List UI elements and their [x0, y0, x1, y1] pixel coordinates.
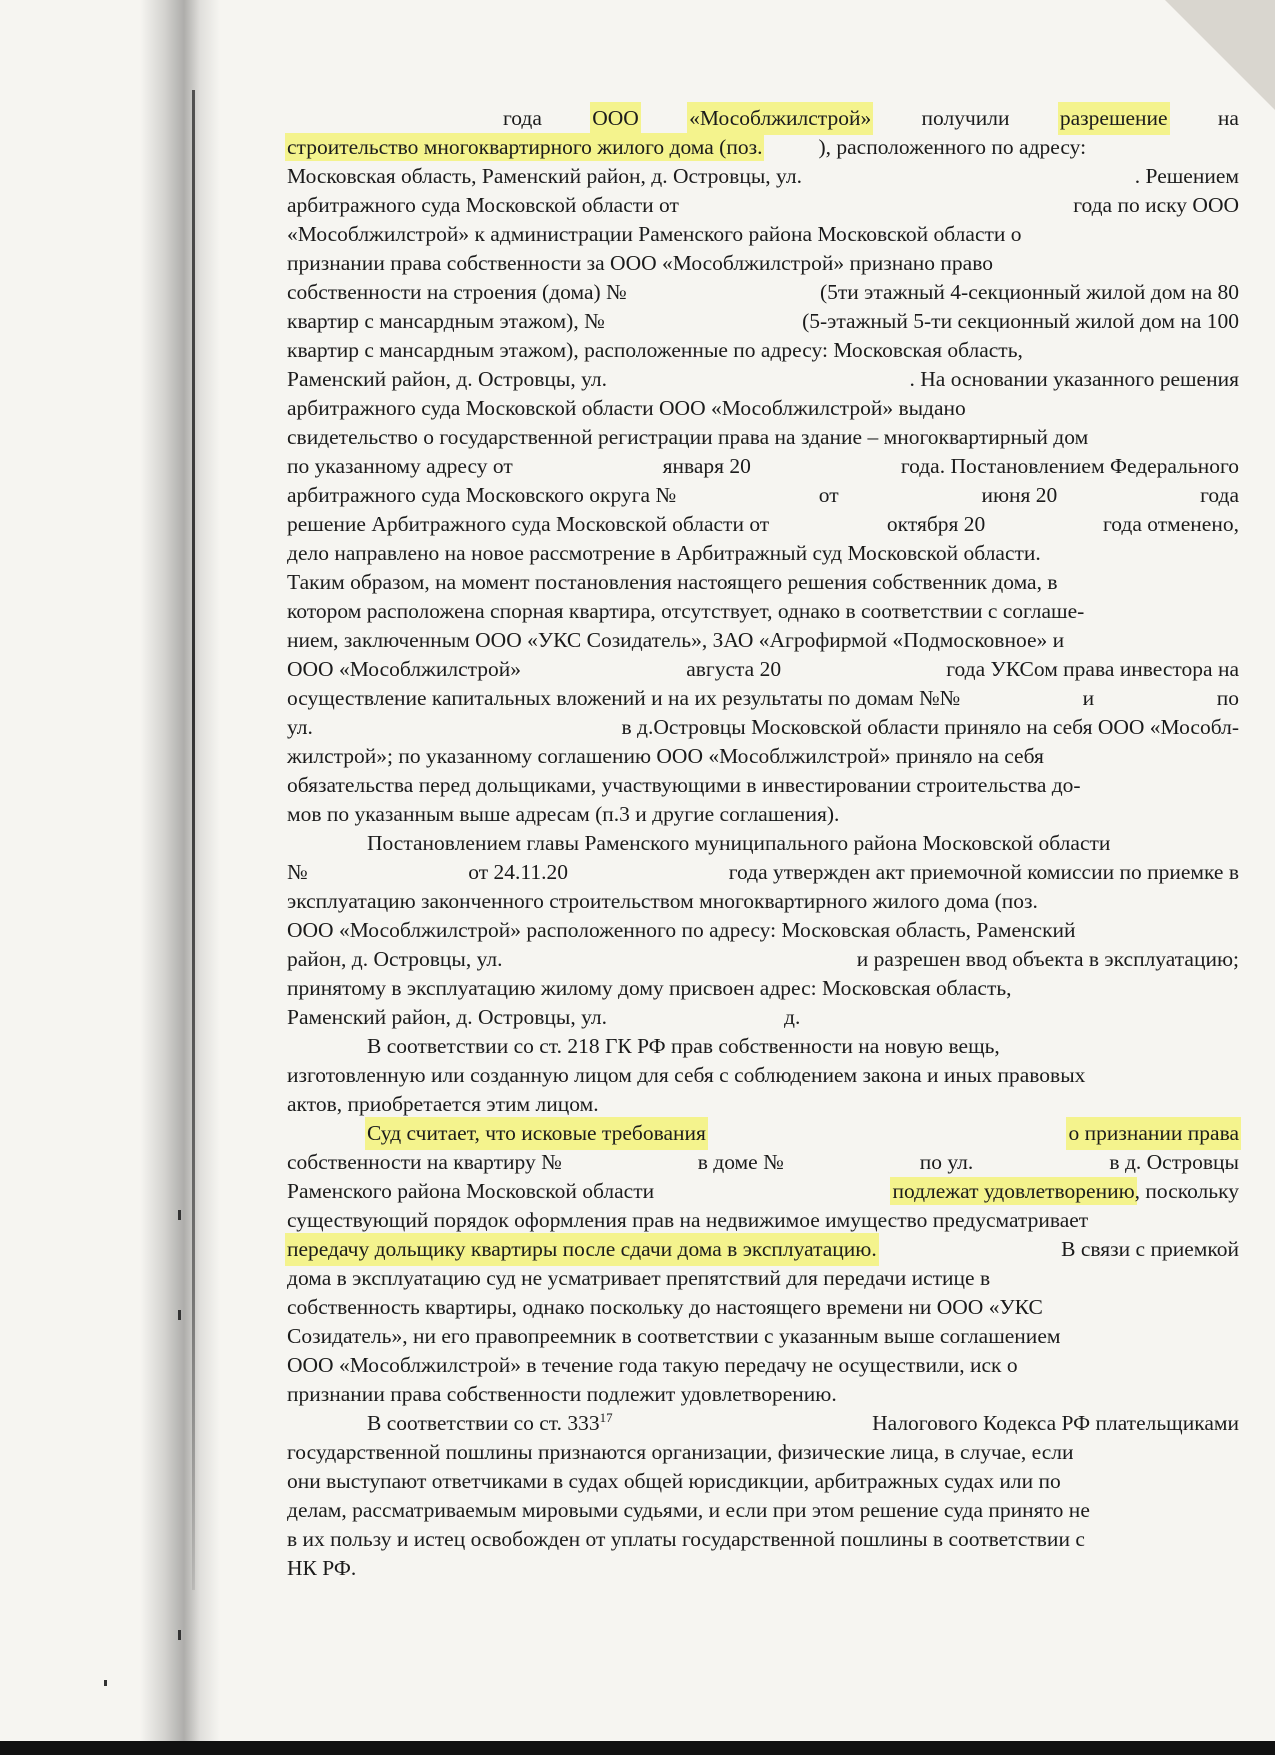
- text-segment: января 20: [662, 454, 751, 478]
- page-fold-line: [192, 90, 195, 1590]
- text-segment: существующий порядок оформления прав на недвижимое имущество предусматривает: [287, 1208, 1089, 1232]
- text-segment: обязательства перед дольщиками, участвующими в инвестировании строительства до-: [287, 773, 1081, 797]
- text-segment: ул.: [287, 715, 313, 739]
- text-segment: «Мособлжилстрой» к администрации Раменского района Московской области о: [287, 222, 1022, 246]
- document-body: [287, 104, 1239, 1583]
- scan-shadow: [140, 0, 220, 1755]
- text-segment: Постановлением главы Раменского муниципального района Московской области: [367, 831, 1111, 855]
- text-segment: Созидатель», ни его правопреемник в соответствии с указанным выше соглашением: [287, 1324, 1061, 1348]
- text-segment: В связи с приемкой: [1061, 1237, 1239, 1261]
- scan-bottom-edge: [0, 1741, 1275, 1755]
- text-segment: решение Арбитражного суда Московской области от: [287, 512, 770, 536]
- highlighted-text: разрешение: [1060, 104, 1168, 133]
- paragraph-2-line-2: [287, 858, 1239, 887]
- paragraph-5-line-5: [287, 1525, 1239, 1554]
- text-segment: они выступают ответчиками в судах общей юрисдикции, арбитражных судах или по: [287, 1469, 1061, 1493]
- paragraph-5-line-4: [287, 1496, 1239, 1525]
- text-segment: нием, заключенным ООО «УКС Созидатель», ЗАО «Агрофирмой «Подмосковное» и: [287, 628, 1065, 652]
- scan-speck: [178, 1630, 181, 1640]
- text-segment: ООО «Мособлжилстрой» в течение года такую передачу не осуществили, иск о: [287, 1353, 1018, 1377]
- paragraph-4-line-1: [287, 1119, 1239, 1148]
- paragraph-1-line-11: [287, 394, 1239, 423]
- text-segment: по: [1216, 686, 1239, 710]
- text-segment: года УКСом права инвестора на: [946, 657, 1239, 681]
- highlighted-text: «Мособлжилстрой»: [689, 104, 871, 133]
- paragraph-2-line-6: [287, 974, 1239, 1003]
- text-segment: признании права собственности за ООО «Мособлжилстрой» признано право: [287, 251, 993, 275]
- paragraph-4-line-4: [287, 1206, 1239, 1235]
- text-segment: мов по указанным выше адресам (п.3 и другие соглашения).: [287, 802, 840, 826]
- text-segment: котором расположена спорная квартира, отсутствует, однако в соответствии с соглаше-: [287, 599, 1085, 623]
- text-segment: октября 20: [886, 512, 986, 536]
- text-segment: свидетельство о государственной регистрации права на здание – многоквартирный дом: [287, 425, 1089, 449]
- paragraph-1-line-6: [287, 249, 1239, 278]
- superscript: 17: [599, 1409, 613, 1425]
- paragraph-2-line-1: [287, 829, 1239, 858]
- highlighted-text: передачу дольщику квартиры после сдачи дома в эксплуатацию.: [287, 1235, 877, 1264]
- text-segment: дома в эксплуатацию суд не усматривает препятствий для передачи истице в: [287, 1266, 991, 1290]
- paragraph-4-line-8: [287, 1322, 1239, 1351]
- paragraph-1-line-12: [287, 423, 1239, 452]
- text-segment: года утвержден акт приемочной комиссии по приемке в: [728, 860, 1239, 884]
- paragraph-1-line-13: [287, 452, 1239, 481]
- text-segment: Раменский район, д. Островцы, ул.: [287, 367, 608, 391]
- paragraph-1-line-7: [287, 278, 1239, 307]
- text-segment: от 24.11.20: [468, 860, 568, 884]
- text-segment: ООО «Мособлжилстрой»: [287, 657, 522, 681]
- scan-speck: [104, 1680, 107, 1686]
- paragraph-2-line-7: [287, 1003, 1239, 1032]
- text-segment: Таким образом, на момент постановления настоящего решения собственник дома, в: [287, 570, 1058, 594]
- scan-speck: [178, 1210, 181, 1220]
- paragraph-1-line-25: [287, 800, 1239, 829]
- text-segment: Раменского района Московской области: [287, 1179, 655, 1203]
- text-segment: НК РФ.: [287, 1556, 357, 1580]
- paragraph-1-line-23: [287, 742, 1239, 771]
- text-word: года: [503, 106, 542, 130]
- text-segment: . Решением: [1134, 164, 1239, 188]
- text-segment: делам, рассматриваемым мировыми судьями, и если при этом решение суда принято не: [287, 1498, 1090, 1522]
- text-segment: район, д. Островцы, ул.: [287, 947, 503, 971]
- text-segment: в д. Островцы: [1109, 1150, 1239, 1174]
- paragraph-1-line-1: [287, 104, 1239, 133]
- text-segment: жилстрой»; по указанному соглашению ООО «Мособлжилстрой» приняло на себя: [287, 744, 1044, 768]
- text-segment: года отменено,: [1103, 512, 1239, 536]
- text-segment: арбитражного суда Московской области ООО «Мособлжилстрой» выдано: [287, 396, 966, 420]
- text-segment: июня 20: [981, 483, 1058, 507]
- paragraph-4-line-5: [287, 1235, 1239, 1264]
- text-segment: признании права собственности подлежит удовлетворению.: [287, 1382, 837, 1406]
- highlighted-text: ООО: [592, 104, 639, 133]
- paragraph-4-line-9: [287, 1351, 1239, 1380]
- paragraph-1-line-19: [287, 626, 1239, 655]
- highlighted-text: подлежат удовлетворению: [892, 1179, 1135, 1203]
- text-segment: года. Постановлением Федерального: [900, 454, 1239, 478]
- paragraph-1-line-2: [287, 133, 1239, 162]
- paragraph-5-line-3: [287, 1467, 1239, 1496]
- text-segment: изготовленную или созданную лицом для себя с соблюдением закона и иных правовых: [287, 1063, 1086, 1087]
- text-segment: ООО «Мособлжилстрой» расположенного по адресу: Московская область, Раменский: [287, 918, 1076, 942]
- text-segment: и разрешен ввод объекта в эксплуатацию;: [856, 947, 1239, 971]
- text-segment: квартир с мансардным этажом), №: [287, 309, 605, 333]
- paragraph-1-line-22: [287, 713, 1239, 742]
- folded-corner: [1165, 0, 1275, 110]
- text-segment: по ул.: [919, 1150, 974, 1174]
- text-segment: , поскольку: [1134, 1179, 1239, 1203]
- text-segment: актов, приобретается этим лицом.: [287, 1092, 599, 1116]
- text-word: на: [1217, 106, 1239, 130]
- text-segment: собственности на строения (дома) №: [287, 280, 627, 304]
- paragraph-4-line-6: [287, 1264, 1239, 1293]
- paragraph-2-line-4: [287, 916, 1239, 945]
- paragraph-1-line-24: [287, 771, 1239, 800]
- text-segment: квартир с мансардным этажом), расположенные по адресу: Московская область,: [287, 338, 1023, 362]
- text-segment: государственной пошлины признаются организации, физические лица, в случае, если: [287, 1440, 1074, 1464]
- text-segment: В соответствии со ст. 218 ГК РФ прав собственности на новую вещь,: [367, 1034, 1000, 1058]
- text-segment: по указанному адресу от: [287, 454, 513, 478]
- paragraph-2-line-3: [287, 887, 1239, 916]
- paragraph-5-line-6: [287, 1554, 1239, 1583]
- text-segment: ), расположенного по адресу:: [818, 135, 1087, 159]
- text-segment: д.: [784, 1005, 801, 1029]
- text-segment: августа 20: [686, 657, 782, 681]
- paragraph-4-line-7: [287, 1293, 1239, 1322]
- paragraph-1-line-15: [287, 510, 1239, 539]
- paragraph-1-line-10: [287, 365, 1239, 394]
- paragraph-1-line-8: [287, 307, 1239, 336]
- paragraph-2-line-5: [287, 945, 1239, 974]
- text-segment: дело направлено на новое рассмотрение в Арбитражный суд Московской области.: [287, 541, 1041, 565]
- text-segment: Раменский район, д. Островцы, ул.: [287, 1005, 608, 1029]
- text-segment: (5ти этажный 4-секционный жилой дом на 80: [819, 280, 1239, 304]
- text-segment: в доме №: [697, 1150, 784, 1174]
- text-segment: В соответствии со ст. 333: [367, 1411, 600, 1435]
- scan-speck: [178, 1310, 181, 1320]
- paragraph-1-line-21: [287, 684, 1239, 713]
- text-segment: (5-этажный 5-ти секционный жилой дом на 100: [802, 309, 1239, 333]
- highlighted-text: о признании права: [1068, 1119, 1239, 1148]
- paragraph-5-line-1: [287, 1409, 1239, 1438]
- paragraph-1-line-3: [287, 162, 1239, 191]
- text-segment: №: [287, 860, 308, 884]
- text-segment: . На основании указанного решения: [909, 367, 1239, 391]
- paragraph-1-line-14: [287, 481, 1239, 510]
- text-segment: от: [818, 483, 839, 507]
- paragraph-3-line-2: [287, 1061, 1239, 1090]
- paragraph-3-line-1: [287, 1032, 1239, 1061]
- text-segment: в их пользу и истец освобожден от уплаты государственной пошлины в соответствии с: [287, 1527, 1085, 1551]
- highlighted-text: Суд считает, что исковые требования: [367, 1119, 706, 1148]
- text-segment: года: [1200, 483, 1239, 507]
- paragraph-1-line-20: [287, 655, 1239, 684]
- paragraph-4-line-10: [287, 1380, 1239, 1409]
- text-segment: года по иску ООО: [1073, 193, 1239, 217]
- text-segment: Московская область, Раменский район, д. Островцы, ул.: [287, 164, 802, 188]
- highlighted-text: строительство многоквартирного жилого дома (поз.: [287, 135, 763, 159]
- paragraph-4-line-2: [287, 1148, 1239, 1177]
- text-word: получили: [921, 106, 1010, 130]
- text-segment: принятому в эксплуатацию жилому дому присвоен адрес: Московская область,: [287, 976, 1012, 1000]
- paragraph-4-line-3: [287, 1177, 1239, 1206]
- paragraph-1-line-9: [287, 336, 1239, 365]
- text-segment: собственность квартиры, однако поскольку до настоящего времени ни ООО «УКС: [287, 1295, 1043, 1319]
- text-segment: арбитражного суда Московской области от: [287, 193, 679, 217]
- text-segment: эксплуатацию законченного строительством многоквартирного жилого дома (поз.: [287, 889, 1038, 913]
- text-segment: и: [1082, 686, 1095, 710]
- paragraph-1-line-18: [287, 597, 1239, 626]
- text-segment: Налогового Кодекса РФ плательщиками: [872, 1411, 1239, 1435]
- paragraph-3-line-3: [287, 1090, 1239, 1119]
- paragraph-1-line-17: [287, 568, 1239, 597]
- paragraph-1-line-4: [287, 191, 1239, 220]
- text-segment: осуществление капитальных вложений и на их результаты по домам №№: [287, 686, 960, 710]
- paragraph-1-line-16: [287, 539, 1239, 568]
- paragraph-5-line-2: [287, 1438, 1239, 1467]
- paragraph-1-line-5: [287, 220, 1239, 249]
- text-segment: в д.Островцы Московской области приняло на себя ООО «Мособл-: [621, 715, 1239, 739]
- text-segment: собственности на квартиру №: [287, 1150, 562, 1174]
- text-segment: арбитражного суда Московского округа №: [287, 483, 676, 507]
